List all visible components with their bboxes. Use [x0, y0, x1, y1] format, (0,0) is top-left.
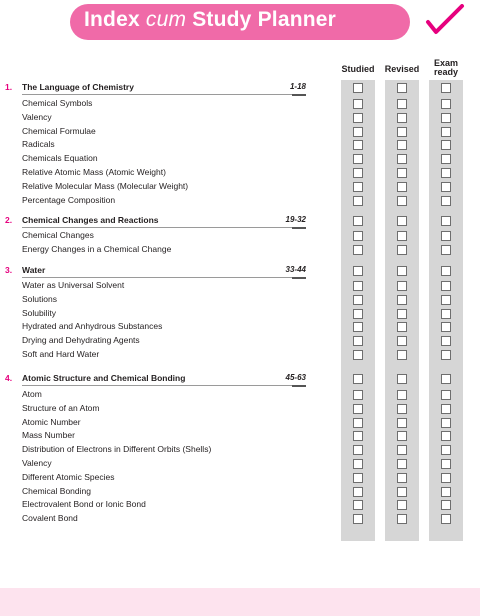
topic-studied-checkbox[interactable]: [353, 350, 363, 360]
topic-label: Different Atomic Species: [22, 471, 115, 482]
topic-studied-checkbox[interactable]: [353, 514, 363, 524]
chapter-rule: [22, 94, 306, 95]
topic-revised-checkbox[interactable]: [397, 281, 407, 291]
topic-revised-checkbox[interactable]: [397, 127, 407, 137]
chapter-row: [0, 373, 480, 387]
topic-exam-ready-checkbox[interactable]: [441, 182, 451, 192]
topic-row: [0, 429, 480, 443]
topic-label: Relative Atomic Mass (Atomic Weight): [22, 167, 166, 177]
topic-studied-checkbox[interactable]: [353, 473, 363, 483]
topic-exam-ready-checkbox[interactable]: [441, 154, 451, 164]
topic-revised-checkbox[interactable]: [397, 487, 407, 497]
topic-exam-ready-checkbox[interactable]: [441, 445, 451, 455]
topic-exam-ready-checkbox[interactable]: [441, 322, 451, 332]
topic-studied-checkbox[interactable]: [353, 295, 363, 305]
chapter-revised-checkbox[interactable]: [397, 266, 407, 276]
topic-studied-checkbox[interactable]: [353, 245, 363, 255]
topic-studied-checkbox[interactable]: [353, 404, 363, 414]
topic-revised-checkbox[interactable]: [397, 514, 407, 524]
chapter-pages: 33-44: [285, 265, 306, 274]
chapter-number: 2.: [5, 215, 13, 225]
topic-exam-ready-checkbox[interactable]: [441, 418, 451, 428]
topic-revised-checkbox[interactable]: [397, 182, 407, 192]
topic-exam-ready-checkbox[interactable]: [441, 431, 451, 441]
title-banner: [70, 4, 410, 40]
topic-label: Solubility: [22, 307, 57, 318]
topic-revised-checkbox[interactable]: [397, 404, 407, 414]
topic-label: Covalent Bond: [22, 513, 78, 524]
chapter-title: Chemical Changes and Reactions: [22, 215, 159, 225]
topic-exam-ready-checkbox[interactable]: [441, 336, 451, 346]
topic-revised-checkbox[interactable]: [397, 231, 407, 241]
topic-studied-checkbox[interactable]: [353, 431, 363, 441]
topic-label: Hydrated and Anhydrous Substances: [22, 321, 163, 332]
footer-band: [0, 588, 480, 616]
topic-studied-checkbox[interactable]: [353, 99, 363, 109]
topic-studied-checkbox[interactable]: [353, 196, 363, 206]
topic-row: [0, 279, 480, 293]
topic-row: [0, 111, 480, 125]
topic-revised-checkbox[interactable]: [397, 336, 407, 346]
topic-revised-checkbox[interactable]: [397, 99, 407, 109]
chapter-pages: 19-32: [285, 215, 306, 224]
chapter-revised-checkbox[interactable]: [397, 216, 407, 226]
chapter-studied-checkbox[interactable]: [353, 266, 363, 276]
topic-label: Chemical Bonding: [22, 485, 91, 496]
title-em: cum: [145, 8, 187, 31]
topic-label: Chemical Changes: [22, 230, 94, 240]
topic-row: [0, 243, 480, 257]
chapter-rule: [22, 227, 306, 228]
chapter-number: 4.: [5, 373, 13, 383]
topic-studied-checkbox[interactable]: [353, 445, 363, 455]
topic-row: [0, 471, 480, 485]
topic-studied-checkbox[interactable]: [353, 182, 363, 192]
topic-studied-checkbox[interactable]: [353, 168, 363, 178]
chapter-title: Water: [22, 265, 46, 275]
topic-exam-ready-checkbox[interactable]: [441, 127, 451, 137]
topic-row: [0, 97, 480, 111]
topic-label: Chemical Formulae: [22, 125, 96, 136]
topic-studied-checkbox[interactable]: [353, 309, 363, 319]
topic-label: Atomic Number: [22, 416, 81, 427]
topic-exam-ready-checkbox[interactable]: [441, 231, 451, 241]
topic-revised-checkbox[interactable]: [397, 113, 407, 123]
chapter-revised-checkbox[interactable]: [397, 83, 407, 93]
topic-studied-checkbox[interactable]: [353, 336, 363, 346]
topic-label: Mass Number: [22, 430, 75, 441]
topic-exam-ready-checkbox[interactable]: [441, 390, 451, 400]
chapter-studied-checkbox[interactable]: [353, 374, 363, 384]
chapter-rule: [22, 277, 306, 278]
chapter-exam-ready-checkbox[interactable]: [441, 216, 451, 226]
topic-label: Structure of an Atom: [22, 402, 100, 413]
chapter-exam-ready-checkbox[interactable]: [441, 83, 451, 93]
topic-exam-ready-checkbox[interactable]: [441, 295, 451, 305]
topic-revised-checkbox[interactable]: [397, 459, 407, 469]
topic-label: Percentage Composition: [22, 194, 116, 205]
topic-exam-ready-checkbox[interactable]: [441, 404, 451, 414]
topic-row: [0, 443, 480, 457]
topic-label: Chemical Symbols: [22, 98, 93, 108]
chapter-title: The Language of Chemistry: [22, 82, 134, 92]
topic-exam-ready-checkbox[interactable]: [441, 473, 451, 483]
topic-label: Atom: [22, 389, 42, 399]
topic-exam-ready-checkbox[interactable]: [441, 168, 451, 178]
topic-label: Solutions: [22, 293, 57, 304]
topic-label: Water as Universal Solvent: [22, 280, 125, 290]
topic-exam-ready-checkbox[interactable]: [441, 500, 451, 510]
chapter-number: 1.: [5, 82, 13, 92]
topic-revised-checkbox[interactable]: [397, 168, 407, 178]
topic-revised-checkbox[interactable]: [397, 418, 407, 428]
topic-label: Relative Molecular Mass (Molecular Weight): [22, 180, 189, 191]
chapter-exam-ready-checkbox[interactable]: [441, 266, 451, 276]
topic-studied-checkbox[interactable]: [353, 154, 363, 164]
topic-studied-checkbox[interactable]: [353, 140, 363, 150]
topic-label: Drying and Dehydrating Agents: [22, 335, 140, 346]
topic-revised-checkbox[interactable]: [397, 322, 407, 332]
topic-row: [0, 194, 480, 208]
topic-label: Valency: [22, 458, 52, 468]
topic-label: Chemicals Equation: [22, 153, 98, 164]
topic-revised-checkbox[interactable]: [397, 500, 407, 510]
topic-studied-checkbox[interactable]: [353, 281, 363, 291]
chapter-number: 3.: [5, 265, 13, 275]
topic-row: [0, 138, 480, 152]
title-prefix: Index: [84, 8, 146, 31]
topic-row: [0, 307, 480, 321]
chapter-row: [0, 82, 480, 96]
chapter-studied-checkbox[interactable]: [353, 216, 363, 226]
topic-studied-checkbox[interactable]: [353, 322, 363, 332]
topic-row: [0, 180, 480, 194]
topic-studied-checkbox[interactable]: [353, 231, 363, 241]
topic-exam-ready-checkbox[interactable]: [441, 281, 451, 291]
topic-label: Electrovalent Bond or Ionic Bond: [22, 499, 146, 510]
topic-row: [0, 485, 480, 499]
revised-header: Revised: [384, 64, 420, 74]
topic-row: [0, 498, 480, 512]
topic-exam-ready-checkbox[interactable]: [441, 459, 451, 469]
exam-ready-line1: Exam: [433, 58, 459, 68]
chapter-exam-ready-checkbox[interactable]: [441, 374, 451, 384]
check-mark-icon: [422, 4, 466, 38]
topic-studied-checkbox[interactable]: [353, 390, 363, 400]
topic-studied-checkbox[interactable]: [353, 500, 363, 510]
topic-revised-checkbox[interactable]: [397, 473, 407, 483]
exam-ready-line2: ready: [433, 67, 459, 77]
topic-revised-checkbox[interactable]: [397, 295, 407, 305]
topic-exam-ready-checkbox[interactable]: [441, 140, 451, 150]
topic-studied-checkbox[interactable]: [353, 418, 363, 428]
topic-exam-ready-checkbox[interactable]: [441, 350, 451, 360]
topic-exam-ready-checkbox[interactable]: [441, 196, 451, 206]
topic-studied-checkbox[interactable]: [353, 487, 363, 497]
topic-revised-checkbox[interactable]: [397, 154, 407, 164]
topic-row: [0, 152, 480, 166]
topic-row: [0, 125, 480, 139]
topic-label: Soft and Hard Water: [22, 349, 100, 359]
topic-row: [0, 166, 480, 180]
chapter-studied-checkbox[interactable]: [353, 83, 363, 93]
chapter-pages: 45-63: [285, 373, 306, 382]
chapter-pages: 1-18: [289, 82, 306, 91]
chapter-row: [0, 215, 480, 229]
topic-exam-ready-checkbox[interactable]: [441, 309, 451, 319]
topic-exam-ready-checkbox[interactable]: [441, 113, 451, 123]
topic-revised-checkbox[interactable]: [397, 196, 407, 206]
topic-row: [0, 293, 480, 307]
topic-label: Valency: [22, 111, 52, 122]
chapter-title: Atomic Structure and Chemical Bonding: [22, 373, 186, 383]
chapter-rule-accent: [292, 385, 306, 387]
chapter-rule-accent: [292, 94, 306, 96]
topic-exam-ready-checkbox[interactable]: [441, 245, 451, 255]
topic-revised-checkbox[interactable]: [397, 140, 407, 150]
topic-label: Distribution of Electrons in Different Orbits (Shells): [22, 444, 212, 455]
topic-label: Energy Changes in a Chemical Change: [22, 243, 172, 254]
topic-label: Radicals: [22, 139, 55, 150]
title-suffix: Study Planner: [186, 8, 337, 31]
topic-row: [0, 457, 480, 471]
topic-revised-checkbox[interactable]: [397, 445, 407, 455]
topic-studied-checkbox[interactable]: [353, 127, 363, 137]
topic-row: [0, 416, 480, 430]
topic-exam-ready-checkbox[interactable]: [441, 99, 451, 109]
topic-row: [0, 388, 480, 402]
topic-exam-ready-checkbox[interactable]: [441, 487, 451, 497]
topic-row: [0, 229, 480, 243]
topic-row: [0, 348, 480, 362]
topic-studied-checkbox[interactable]: [353, 113, 363, 123]
topic-revised-checkbox[interactable]: [397, 245, 407, 255]
topic-revised-checkbox[interactable]: [397, 431, 407, 441]
chapter-revised-checkbox[interactable]: [397, 374, 407, 384]
topic-revised-checkbox[interactable]: [397, 390, 407, 400]
exam-ready-header: [421, 59, 471, 77]
page-title: [84, 8, 336, 32]
topic-row: [0, 512, 480, 526]
chapter-row: [0, 265, 480, 279]
chapter-rule: [22, 385, 306, 386]
topic-revised-checkbox[interactable]: [397, 309, 407, 319]
topic-revised-checkbox[interactable]: [397, 350, 407, 360]
topic-exam-ready-checkbox[interactable]: [441, 514, 451, 524]
topic-studied-checkbox[interactable]: [353, 459, 363, 469]
studied-header: Studied: [341, 64, 375, 74]
topic-row: [0, 402, 480, 416]
topic-row: [0, 320, 480, 334]
topic-row: [0, 334, 480, 348]
